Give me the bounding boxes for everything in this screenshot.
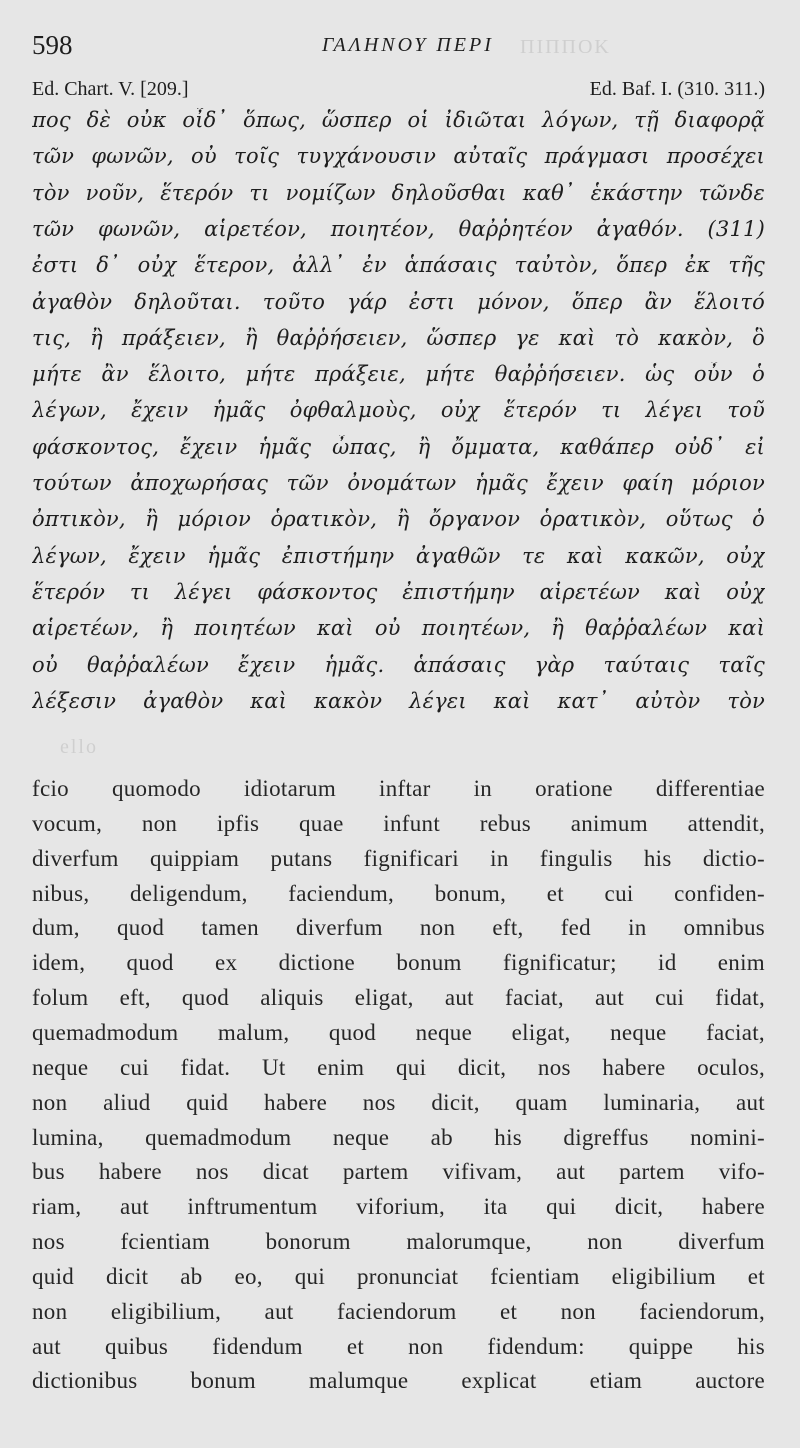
greek-line: τις, ἢ πράξειεν, ἢ θαῤῥήσειεν, ὥσπερ γε καὶ τὸ κακὸν, ὃ <box>32 325 765 350</box>
greek-line: φάσκοντος, ἔχειν ἡμᾶς ὦπας, ἢ ὄμματα, καθάπερ οὐδ᾿ εἰ <box>32 434 765 459</box>
page-header <box>32 30 765 64</box>
edition-right: Ed. Baf. I. (310. 311.) <box>589 78 765 100</box>
greek-line: πος δὲ οὐκ οἶδ᾿ ὅπως, ὥσπερ οἱ ἰδιῶται λόγων, τῇ διαφορᾷ <box>32 108 765 132</box>
latin-line: idem, quod ex dictione bonum fignificatur; id enim <box>32 950 765 976</box>
running-title: ΓΑΛΗΝΟΥ ΠΕΡΙ <box>322 34 494 56</box>
greek-line: ἀγαθὸν δηλοῦται. τοῦτο γάρ ἐστι μόνον, ὅπερ ἂν ἕλοιτό <box>32 289 765 314</box>
latin-line: aut quibus fidendum et non fidendum: quippe his <box>32 1333 765 1359</box>
latin-line: quid dicit ab eo, qui pronunciat fcientiam eligibilium et <box>32 1263 765 1289</box>
page-number: 598 <box>32 30 73 60</box>
latin-line: fcio quomodo idiotarum inftar in oratione differentiae <box>32 776 765 801</box>
greek-line: λέγων, ἔχειν ἡμᾶς ἐπιστήμην ἀγαθῶν τε καὶ κακῶν, οὐχ <box>32 543 765 568</box>
greek-line: τούτων ἀποχωρήσας τῶν ὀνομάτων ἡμᾶς ἔχειν φαίη μόριον <box>32 471 765 495</box>
latin-line: dictionibus bonum malumque explicat etiam auctore <box>32 1368 765 1394</box>
greek-line: τῶν φωνῶν, αἱρετέον, ποιητέον, θαῤῥητέον ἀγαθόν. (311) <box>32 216 765 241</box>
latin-line: non aliud quid habere nos dicit, quam luminaria, aut <box>32 1089 765 1115</box>
latin-line: dum, quod tamen diverfum non eft, fed in omnibus <box>32 915 765 941</box>
greek-line: αἱρετέων, ἢ ποιητέων καὶ οὐ ποιητέων, ἢ θαῤῥαλέων καὶ <box>32 616 765 641</box>
edition-left: Ed. Chart. V. [209.] <box>32 78 189 100</box>
edition-references <box>32 78 765 106</box>
latin-line: lumina, quemadmodum neque ab his digreffus nomini- <box>32 1124 765 1150</box>
greek-line: ἐστι δ᾿ οὐχ ἕτερον, ἀλλ᾿ ἐν ἁπάσαις ταὐτὸν, ὅπερ ἐκ τῆς <box>32 253 765 278</box>
bleed-through-text: ello <box>60 736 98 758</box>
latin-line: bus habere nos dicat partem vifivam, aut partem vifo- <box>32 1159 765 1185</box>
latin-line: vocum, non ipfis quae infunt rebus animum attendit, <box>32 810 765 836</box>
latin-line: folum eft, quod aliquis eligat, aut faciat, aut cui fidat, <box>32 985 765 1011</box>
latin-line: nos fcientiam bonorum malorumque, non diverfum <box>32 1229 765 1255</box>
latin-line: quemadmodum malum, quod neque eligat, neque faciat, <box>32 1019 765 1045</box>
greek-line: λέγων, ἔχειν ἡμᾶς ὀφθαλμοὺς, οὐχ ἕτερόν τι λέγει τοῦ <box>32 398 765 423</box>
latin-line: nibus, deligendum, faciendum, bonum, et cui confiden- <box>32 880 765 906</box>
latin-line: diverfum quippiam putans fignificari in fingulis his dictio- <box>32 845 765 871</box>
greek-line: τὸν νοῦν, ἕτερόν τι νομίζων δηλοῦσθαι καθ᾿ ἑκάστην τῶνδε <box>32 180 765 205</box>
bleed-through-text: ΠΙΠΠΟΚ <box>520 36 611 58</box>
greek-line: τῶν φωνῶν, οὐ τοῖς τυγχάνουσιν αὐταῖς πράγμασι προσέχει <box>32 144 765 169</box>
greek-line: μήτε ἂν ἕλοιτο, μήτε πράξειε, μήτε θαῤῥήσειεν. ὡς οὖν ὁ <box>32 362 765 387</box>
latin-line: riam, aut inftrumentum viforium, ita qui dicit, habere <box>32 1194 765 1220</box>
greek-line: ἕτερόν τι λέγει φάσκοντος ἐπιστήμην αἱρετέων καὶ οὐχ <box>32 579 765 604</box>
greek-line: οὐ θαῤῥαλέων ἔχειν ἡμᾶς. ἁπάσαις γὰρ ταύταις ταῖς <box>32 652 765 677</box>
latin-line: neque cui fidat. Ut enim qui dicit, nos habere oculos, <box>32 1054 765 1080</box>
latin-line: non eligibilium, aut faciendorum et non faciendorum, <box>32 1298 765 1324</box>
greek-line: ὀπτικὸν, ἢ μόριον ὁρατικὸν, ἢ ὄργανον ὁρατικὸν, οὕτως ὁ <box>32 507 765 532</box>
greek-line: λέξεσιν ἀγαθὸν καὶ κακὸν λέγει καὶ κατ᾿ αὐτὸν τὸν <box>32 688 765 713</box>
